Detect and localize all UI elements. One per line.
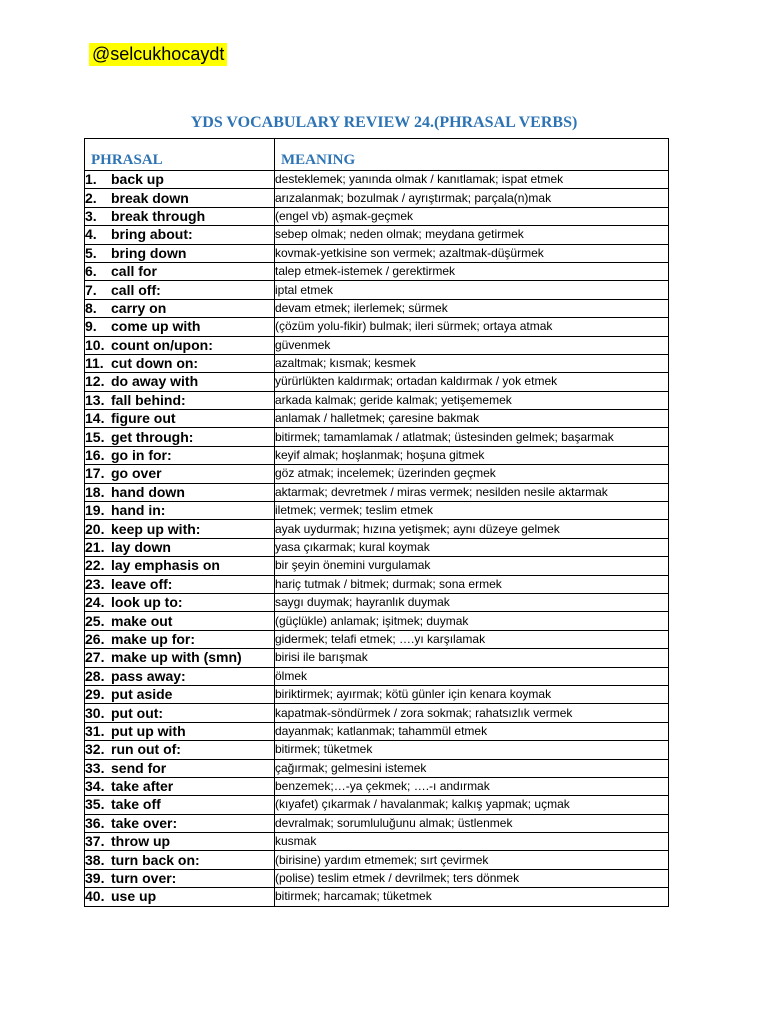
table-row: [85, 851, 669, 869]
phrasal-cell: [85, 612, 275, 630]
row-number: 19.: [85, 502, 105, 519]
row-number: 1.: [85, 171, 97, 188]
phrasal-cell: [85, 869, 275, 887]
column-header-phrasal: PHRASAL: [85, 139, 275, 171]
meaning-cell: (kıyafet) çıkarmak / havalanmak; kalkış yapmak; uçmak: [275, 796, 669, 814]
row-number: 31.: [85, 722, 105, 739]
meaning-cell: bitirmek; tamamlamak / atlatmak; üstesinden gelmek; başarmak: [275, 428, 669, 446]
meaning-cell: yasa çıkarmak; kural koymak: [275, 538, 669, 556]
row-number: 9.: [85, 318, 97, 335]
phrasal-verb: break through: [111, 207, 206, 224]
phrasal-cell: [85, 630, 275, 648]
row-number: 28.: [85, 667, 105, 684]
meaning-cell: birisi ile barışmak: [275, 649, 669, 667]
phrasal-verb: pass away:: [111, 667, 186, 684]
table-row: [85, 575, 669, 593]
row-number: 17.: [85, 465, 105, 482]
table-row: [85, 888, 669, 906]
phrasal-verb: carry on: [111, 299, 167, 316]
phrasal-verb: take over:: [111, 814, 178, 831]
meaning-cell: (birisine) yardım etmemek; sırt çevirmek: [275, 851, 669, 869]
row-number: 20.: [85, 520, 105, 537]
table-row: [85, 667, 669, 685]
meaning-cell: anlamak / halletmek; çaresine bakmak: [275, 410, 669, 428]
phrasal-cell: [85, 777, 275, 795]
phrasal-verb: back up: [111, 171, 164, 188]
meaning-cell: kapatmak-söndürmek / zora sokmak; rahatsızlık vermek: [275, 704, 669, 722]
phrasal-cell: [85, 446, 275, 464]
meaning-cell: arızalanmak; bozulmak / ayrıştırmak; parçala(n)mak: [275, 189, 669, 207]
meaning-cell: talep etmek-istemek / gerektirmek: [275, 262, 669, 280]
phrasal-verb: cut down on:: [111, 355, 199, 372]
row-number: 18.: [85, 483, 105, 500]
table-header-row: [85, 139, 669, 171]
phrasal-verb: make up with (smn): [111, 649, 242, 666]
phrasal-cell: [85, 189, 275, 207]
table-row: [85, 446, 669, 464]
row-number: 5.: [85, 244, 97, 261]
table-row: [85, 171, 669, 189]
phrasal-verb: bring down: [111, 244, 187, 261]
table-row: [85, 391, 669, 409]
phrasal-verb: look up to:: [111, 594, 183, 611]
phrasal-verb: make up for:: [111, 630, 196, 647]
meaning-cell: devralmak; sorumluluğunu almak; üstlenmek: [275, 814, 669, 832]
meaning-cell: ayak uydurmak; hızına yetişmek; aynı düzeye gelmek: [275, 520, 669, 538]
meaning-cell: devam etmek; ilerlemek; sürmek: [275, 299, 669, 317]
table-row: [85, 741, 669, 759]
table-row: [85, 612, 669, 630]
row-number: 33.: [85, 759, 105, 776]
table-row: [85, 281, 669, 299]
phrasal-cell: [85, 520, 275, 538]
row-number: 30.: [85, 704, 105, 721]
phrasal-cell: [85, 354, 275, 372]
table-row: [85, 557, 669, 575]
row-number: 29.: [85, 686, 105, 703]
phrasal-verb: turn back on:: [111, 851, 200, 868]
table-row: [85, 299, 669, 317]
phrasal-verb: lay emphasis on: [111, 557, 220, 574]
phrasal-cell: [85, 851, 275, 869]
phrasal-verb: take off: [111, 796, 161, 813]
phrasal-verb: call off:: [111, 281, 161, 298]
phrasal-verb: keep up with:: [111, 520, 201, 537]
phrasal-cell: [85, 465, 275, 483]
phrasal-verb: send for: [111, 759, 167, 776]
phrasal-verb: hand down: [111, 483, 185, 500]
meaning-cell: bitirmek; harcamak; tüketmek: [275, 888, 669, 906]
row-number: 16.: [85, 447, 105, 464]
row-number: 12.: [85, 373, 105, 390]
table-row: [85, 722, 669, 740]
row-number: 35.: [85, 796, 105, 813]
meaning-cell: saygı duymak; hayranlık duymak: [275, 593, 669, 611]
author-handle: @selcukhocaydt: [89, 43, 227, 66]
meaning-cell: ölmek: [275, 667, 669, 685]
phrasal-cell: [85, 171, 275, 189]
column-header-meaning: MEANING: [275, 139, 669, 171]
phrasal-verb: turn over:: [111, 870, 177, 887]
row-number: 23.: [85, 575, 105, 592]
phrasal-cell: [85, 722, 275, 740]
table-row: [85, 520, 669, 538]
meaning-cell: göz atmak; incelemek; üzerinden geçmek: [275, 465, 669, 483]
phrasal-cell: [85, 741, 275, 759]
phrasal-cell: [85, 814, 275, 832]
row-number: 22.: [85, 557, 105, 574]
meaning-cell: dayanmak; katlanmak; tahammül etmek: [275, 722, 669, 740]
row-number: 27.: [85, 649, 105, 666]
phrasal-verb: go in for:: [111, 447, 172, 464]
phrasal-verb: throw up: [111, 833, 171, 850]
row-number: 21.: [85, 539, 105, 555]
row-number: 26.: [85, 630, 105, 647]
phrasal-verb: use up: [111, 888, 157, 905]
table-row: [85, 593, 669, 611]
meaning-cell: bir şeyin önemini vurgulamak: [275, 557, 669, 575]
table-row: [85, 189, 669, 207]
row-number: 13.: [85, 391, 105, 408]
phrasal-cell: [85, 483, 275, 501]
row-number: 37.: [85, 833, 105, 850]
table-body: [85, 171, 669, 907]
row-number: 3.: [85, 207, 97, 224]
meaning-cell: (güçlükle) anlamak; işitmek; duymak: [275, 612, 669, 630]
meaning-cell: iptal etmek: [275, 281, 669, 299]
meaning-cell: keyif almak; hoşlanmak; hoşuna gitmek: [275, 446, 669, 464]
meaning-cell: iletmek; vermek; teslim etmek: [275, 502, 669, 520]
meaning-cell: (polise) teslim etmek / devrilmek; ters dönmek: [275, 869, 669, 887]
meaning-cell: sebep olmak; neden olmak; meydana getirmek: [275, 226, 669, 244]
meaning-cell: desteklemek; yanında olmak / kanıtlamak; ispat etmek: [275, 171, 669, 189]
row-number: 32.: [85, 741, 105, 758]
table-row: [85, 318, 669, 336]
phrasal-cell: [85, 244, 275, 262]
table-row: [85, 373, 669, 391]
table-row: [85, 685, 669, 703]
phrasal-verb: count on/upon:: [111, 336, 213, 353]
meaning-cell: kovmak-yetkisine son vermek; azaltmak-düşürmek: [275, 244, 669, 262]
phrasal-cell: [85, 593, 275, 611]
phrasal-verb: break down: [111, 189, 189, 206]
phrasal-verb: leave off:: [111, 575, 173, 592]
phrasal-cell: [85, 207, 275, 225]
phrasal-cell: [85, 336, 275, 354]
row-number: 40.: [85, 888, 105, 905]
phrasal-verb: take after: [111, 778, 174, 795]
table-row: [85, 833, 669, 851]
meaning-cell: gidermek; telafi etmek; ….yı karşılamak: [275, 630, 669, 648]
table-row: [85, 244, 669, 262]
table-row: [85, 814, 669, 832]
table-row: [85, 483, 669, 501]
row-number: 7.: [85, 281, 97, 298]
phrasal-verb: figure out: [111, 410, 176, 427]
table-row: [85, 796, 669, 814]
table-row: [85, 538, 669, 556]
table-row: [85, 465, 669, 483]
phrasal-cell: [85, 502, 275, 520]
table-row: [85, 704, 669, 722]
table-row: [85, 869, 669, 887]
phrasal-verb: hand in:: [111, 502, 166, 519]
phrasal-cell: [85, 557, 275, 575]
phrasal-cell: [85, 410, 275, 428]
phrasal-verb: put up with: [111, 722, 186, 739]
phrasal-cell: [85, 649, 275, 667]
table-row: [85, 428, 669, 446]
meaning-cell: biriktirmek; ayırmak; kötü günler için kenara koymak: [275, 685, 669, 703]
phrasal-cell: [85, 685, 275, 703]
phrasal-verb: come up with: [111, 318, 201, 335]
phrasal-verb: go over: [111, 465, 162, 482]
table-row: [85, 410, 669, 428]
meaning-cell: (çözüm yolu-fikir) bulmak; ileri sürmek; ortaya atmak: [275, 318, 669, 336]
phrasal-verb: lay down: [111, 539, 171, 555]
meaning-cell: aktarmak; devretmek / miras vermek; nesilden nesile aktarmak: [275, 483, 669, 501]
phrasal-cell: [85, 428, 275, 446]
meaning-cell: yürürlükten kaldırmak; ortadan kaldırmak / yok etmek: [275, 373, 669, 391]
row-number: 25.: [85, 612, 105, 629]
phrasal-cell: [85, 759, 275, 777]
table-row: [85, 759, 669, 777]
table-row: [85, 649, 669, 667]
row-number: 11.: [85, 355, 104, 372]
phrasal-cell: [85, 262, 275, 280]
phrasal-cell: [85, 281, 275, 299]
meaning-cell: benzemek;…-ya çekmek; ….-ı andırmak: [275, 777, 669, 795]
phrasal-verb: call for: [111, 263, 157, 280]
phrasal-verb: get through:: [111, 428, 194, 445]
table-row: [85, 336, 669, 354]
phrasal-verb: make out: [111, 612, 173, 629]
phrasal-cell: [85, 299, 275, 317]
phrasal-verb: put aside: [111, 686, 173, 703]
row-number: 34.: [85, 778, 105, 795]
meaning-cell: azaltmak; kısmak; kesmek: [275, 354, 669, 372]
table-row: [85, 207, 669, 225]
phrasal-cell: [85, 833, 275, 851]
document-title: YDS VOCABULARY REVIEW 24.(PHRASAL VERBS): [190, 114, 578, 131]
row-number: 8.: [85, 299, 97, 316]
meaning-cell: güvenmek: [275, 336, 669, 354]
meaning-cell: çağırmak; gelmesini istemek: [275, 759, 669, 777]
row-number: 2.: [85, 189, 97, 206]
phrasal-cell: [85, 391, 275, 409]
phrasal-cell: [85, 704, 275, 722]
phrasal-cell: [85, 373, 275, 391]
meaning-cell: kusmak: [275, 833, 669, 851]
meaning-cell: arkada kalmak; geride kalmak; yetişememek: [275, 391, 669, 409]
table-row: [85, 354, 669, 372]
table-row: [85, 502, 669, 520]
phrasal-cell: [85, 226, 275, 244]
table-row: [85, 262, 669, 280]
phrasal-cell: [85, 318, 275, 336]
meaning-cell: (engel vb) aşmak-geçmek: [275, 207, 669, 225]
table-row: [85, 777, 669, 795]
phrasal-cell: [85, 667, 275, 685]
row-number: 24.: [85, 594, 105, 611]
phrasal-verb: fall behind:: [111, 391, 186, 408]
row-number: 10.: [85, 336, 105, 353]
table-row: [85, 226, 669, 244]
row-number: 38.: [85, 851, 105, 868]
phrasal-cell: [85, 888, 275, 906]
phrasal-verb: do away with: [111, 373, 199, 390]
phrasal-verb: put out:: [111, 704, 164, 721]
row-number: 6.: [85, 263, 97, 280]
row-number: 36.: [85, 814, 105, 831]
row-number: 14.: [85, 410, 105, 427]
phrasal-cell: [85, 575, 275, 593]
row-number: 4.: [85, 226, 97, 243]
phrasal-verb: run out of:: [111, 741, 181, 758]
vocabulary-table: [84, 138, 669, 907]
phrasal-cell: [85, 796, 275, 814]
row-number: 39.: [85, 870, 105, 887]
phrasal-cell: [85, 538, 275, 556]
phrasal-verb: bring about:: [111, 226, 193, 243]
meaning-cell: bitirmek; tüketmek: [275, 741, 669, 759]
row-number: 15.: [85, 428, 105, 445]
table-row: [85, 630, 669, 648]
meaning-cell: hariç tutmak / bitmek; durmak; sona ermek: [275, 575, 669, 593]
